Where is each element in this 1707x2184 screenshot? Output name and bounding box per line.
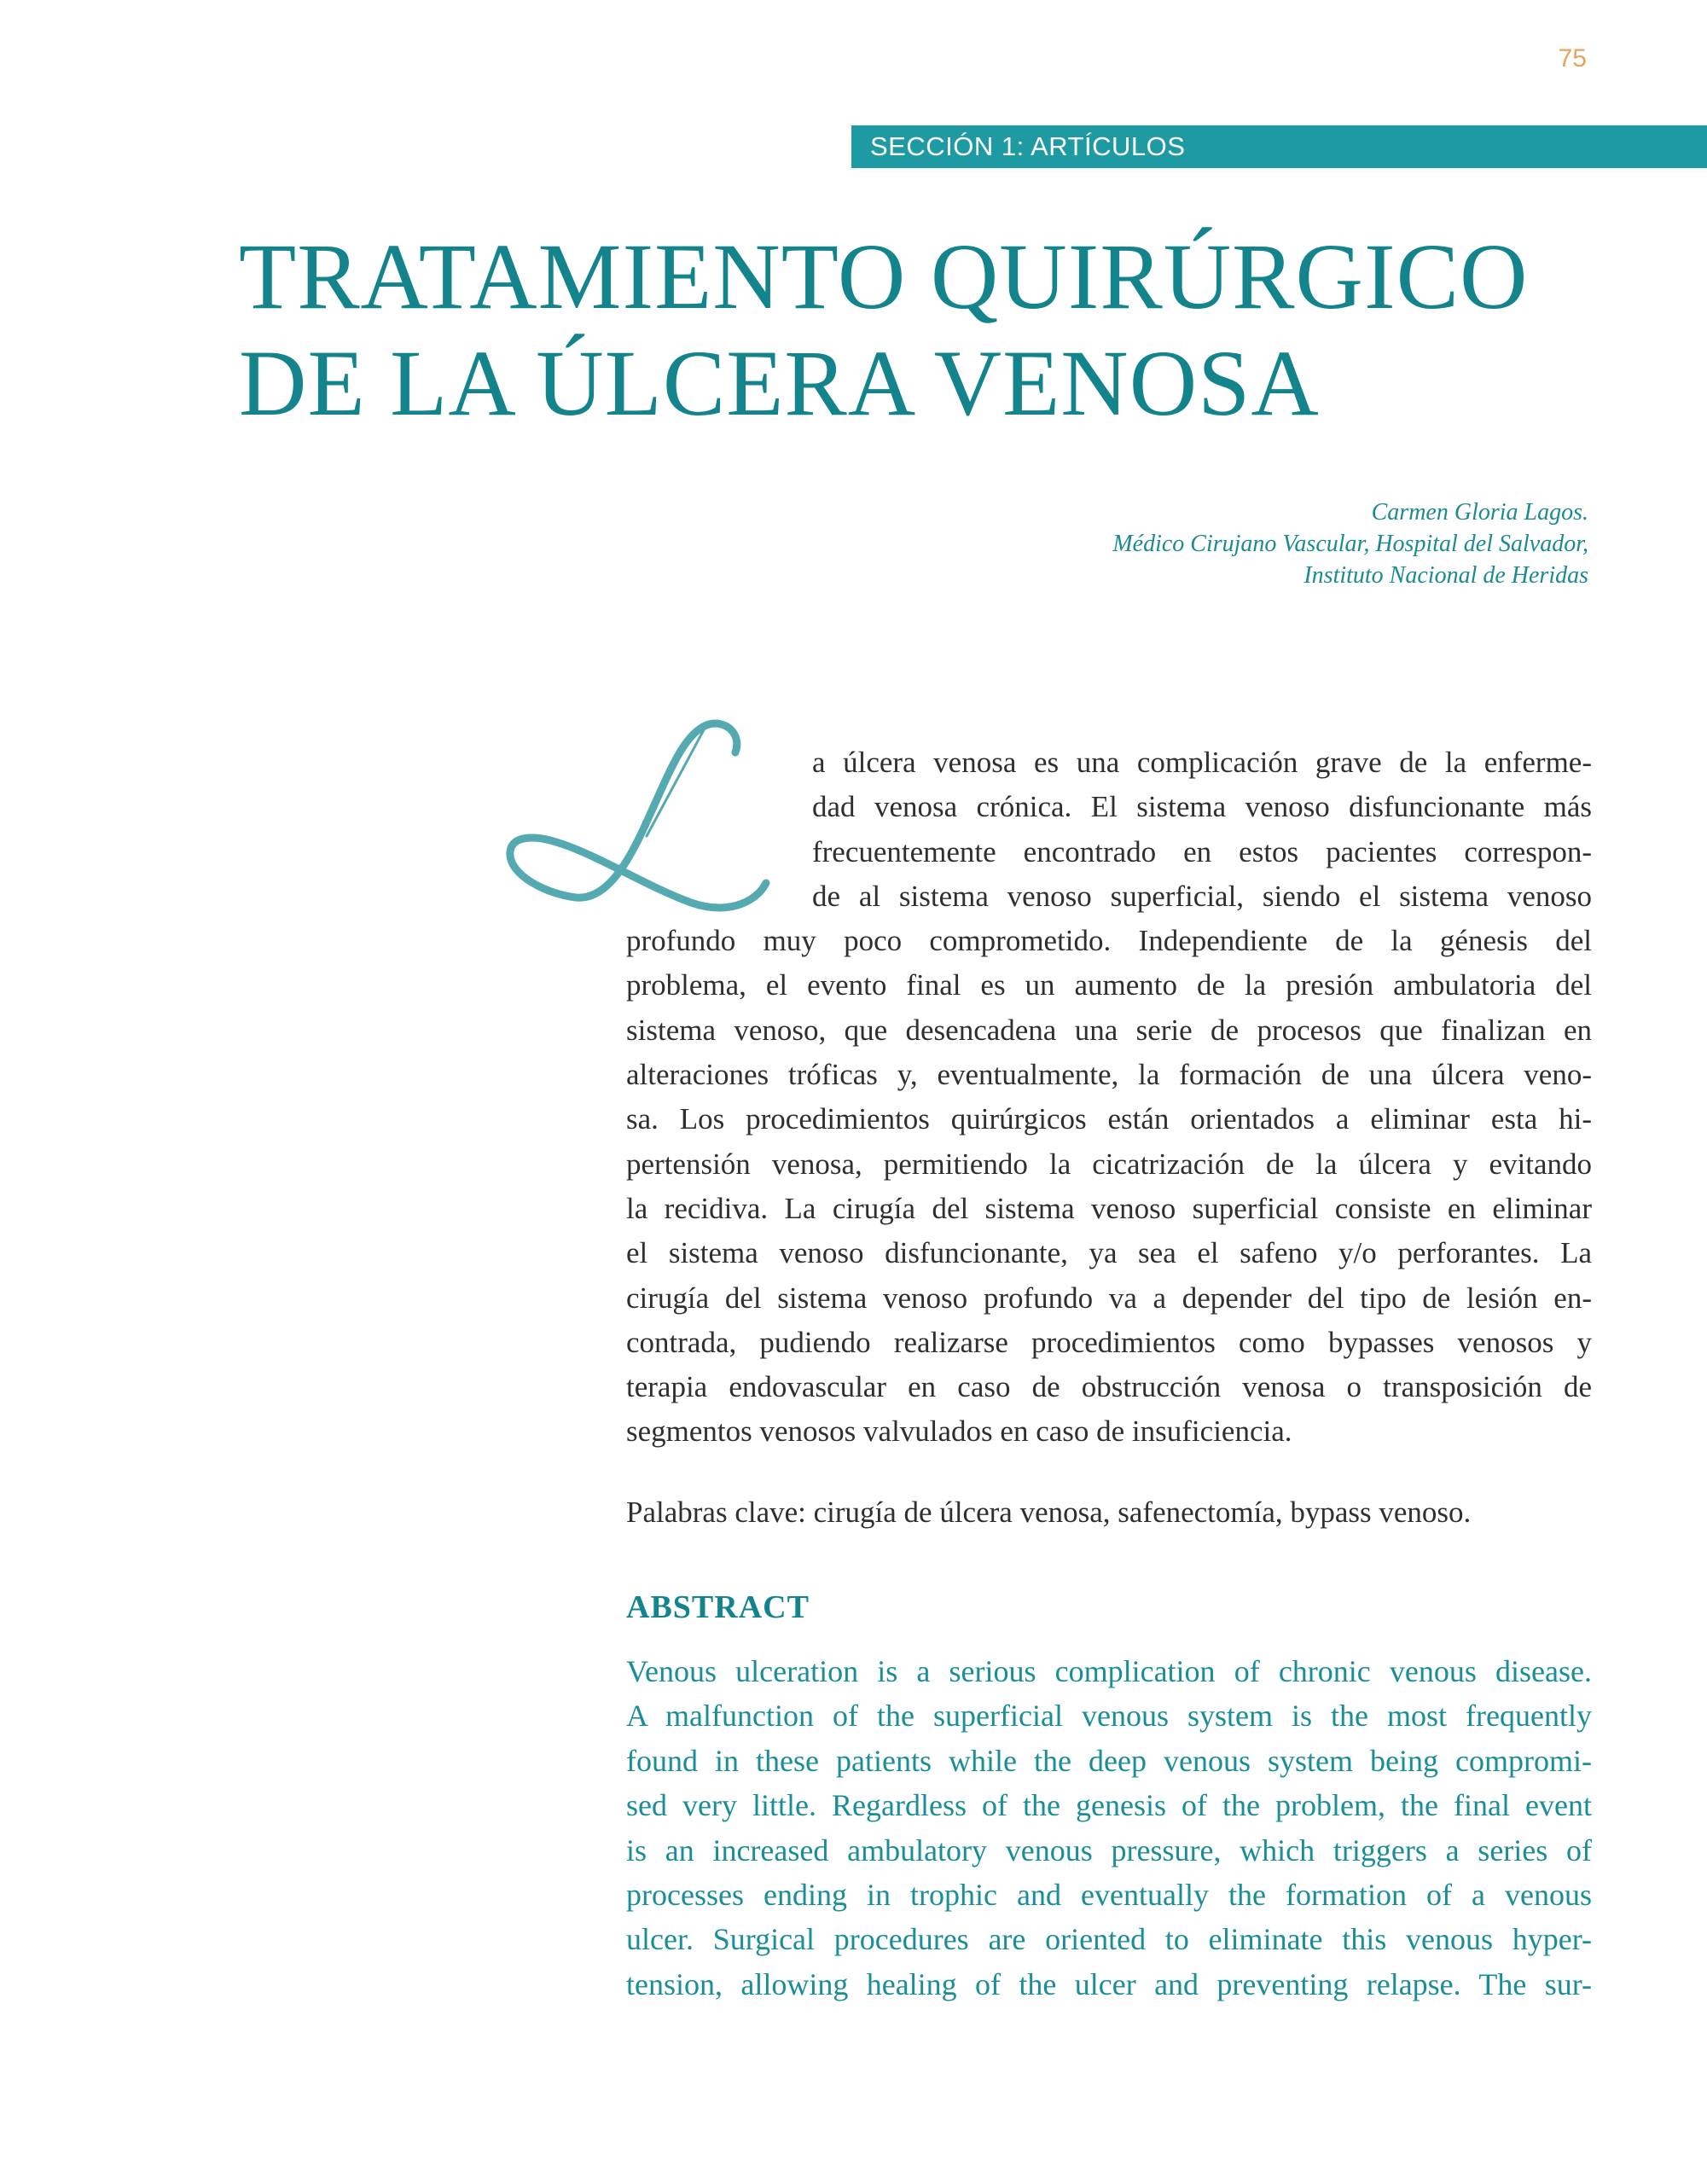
author-affiliation-2: Instituto Nacional de Heridas (1303, 562, 1588, 589)
body-text (626, 741, 1592, 1455)
body-line: contrada, pudiendo realizarse procedimientos como bypasses venosos y (626, 1325, 1592, 1359)
body-line: profundo muy poco comprometido. Independiente de la génesis del (626, 924, 1592, 958)
page-number: 75 (1558, 44, 1587, 73)
section-banner (851, 125, 1707, 168)
abstract-line: sed very little. Regardless of the genesis of the problem, the final event (626, 1788, 1592, 1823)
title-line-1: TRATAMIENTO QUIRÚRGICO (239, 224, 1529, 328)
abstract-line: tension, allowing healing of the ulcer and preventing relapse. The sur- (626, 1966, 1592, 2001)
body-line: terapia endovascular en caso de obstrucción venosa o transposición de (626, 1370, 1592, 1404)
abstract-line: A malfunction of the superficial venous system is the most frequently (626, 1699, 1592, 1734)
body-line: problema, el evento final es un aumento de la presión ambulatoria del (626, 968, 1592, 1002)
body-line: a úlcera venosa es una complicación grave de la enferme- (812, 746, 1592, 779)
body-line: el sistema venoso disfuncionante, ya sea el safeno y/o perforantes. La (626, 1236, 1592, 1270)
author-name: Carmen Gloria Lagos. (1371, 499, 1588, 526)
section-label: SECCIÓN 1: ARTÍCULOS (870, 131, 1186, 161)
title-line-2: DE LA ÚLCERA VENOSA (239, 331, 1320, 435)
body-line: sistema venoso, que desencadena una serie de procesos que finalizan en (626, 1013, 1592, 1047)
abstract-line: is an increased ambulatory venous pressure, which triggers a series of (626, 1833, 1592, 1867)
body-line: dad venosa crónica. El sistema venoso disfuncionante más (812, 790, 1592, 824)
keywords: Palabras clave: cirugía de úlcera venosa, safenectomía, bypass venoso. (626, 1496, 1472, 1529)
abstract-line: processes ending in trophic and eventually the formation of a venous (626, 1878, 1592, 1913)
body-line: de al sistema venoso superficial, siendo el sistema venoso (812, 879, 1592, 913)
body-line: pertensión venosa, permitiendo la cicatrización de la úlcera y evitando (626, 1147, 1592, 1181)
body-line: segmentos venosos valvulados en caso de insuficiencia. (626, 1414, 1292, 1449)
abstract-text (626, 1649, 1592, 2007)
body-line: cirugía del sistema venoso profundo va a depender del tipo de lesión en- (626, 1281, 1592, 1315)
article-title (239, 224, 1528, 437)
body-line: sa. Los procedimientos quirúrgicos están orientados a eliminar esta hi- (626, 1102, 1592, 1136)
body-line: alteraciones tróficas y, eventualmente, la formación de una úlcera veno- (626, 1058, 1592, 1092)
abstract-line: Venous ulceration is a serious complication of chronic venous disease. (626, 1654, 1592, 1688)
author-block (938, 497, 1588, 591)
abstract-heading: ABSTRACT (626, 1589, 810, 1625)
abstract-line: found in these patients while the deep venous system being compromi- (626, 1743, 1592, 1778)
abstract-line: ulcer. Surgical procedures are oriented to eliminate this venous hyper- (626, 1922, 1592, 1957)
body-line: frecuentemente encontrado en estos pacientes correspon- (812, 834, 1592, 868)
author-affiliation-1: Médico Cirujano Vascular, Hospital del Salvador, (1112, 531, 1588, 557)
body-line: la recidiva. La cirugía del sistema venoso superficial consiste en eliminar (626, 1191, 1592, 1225)
